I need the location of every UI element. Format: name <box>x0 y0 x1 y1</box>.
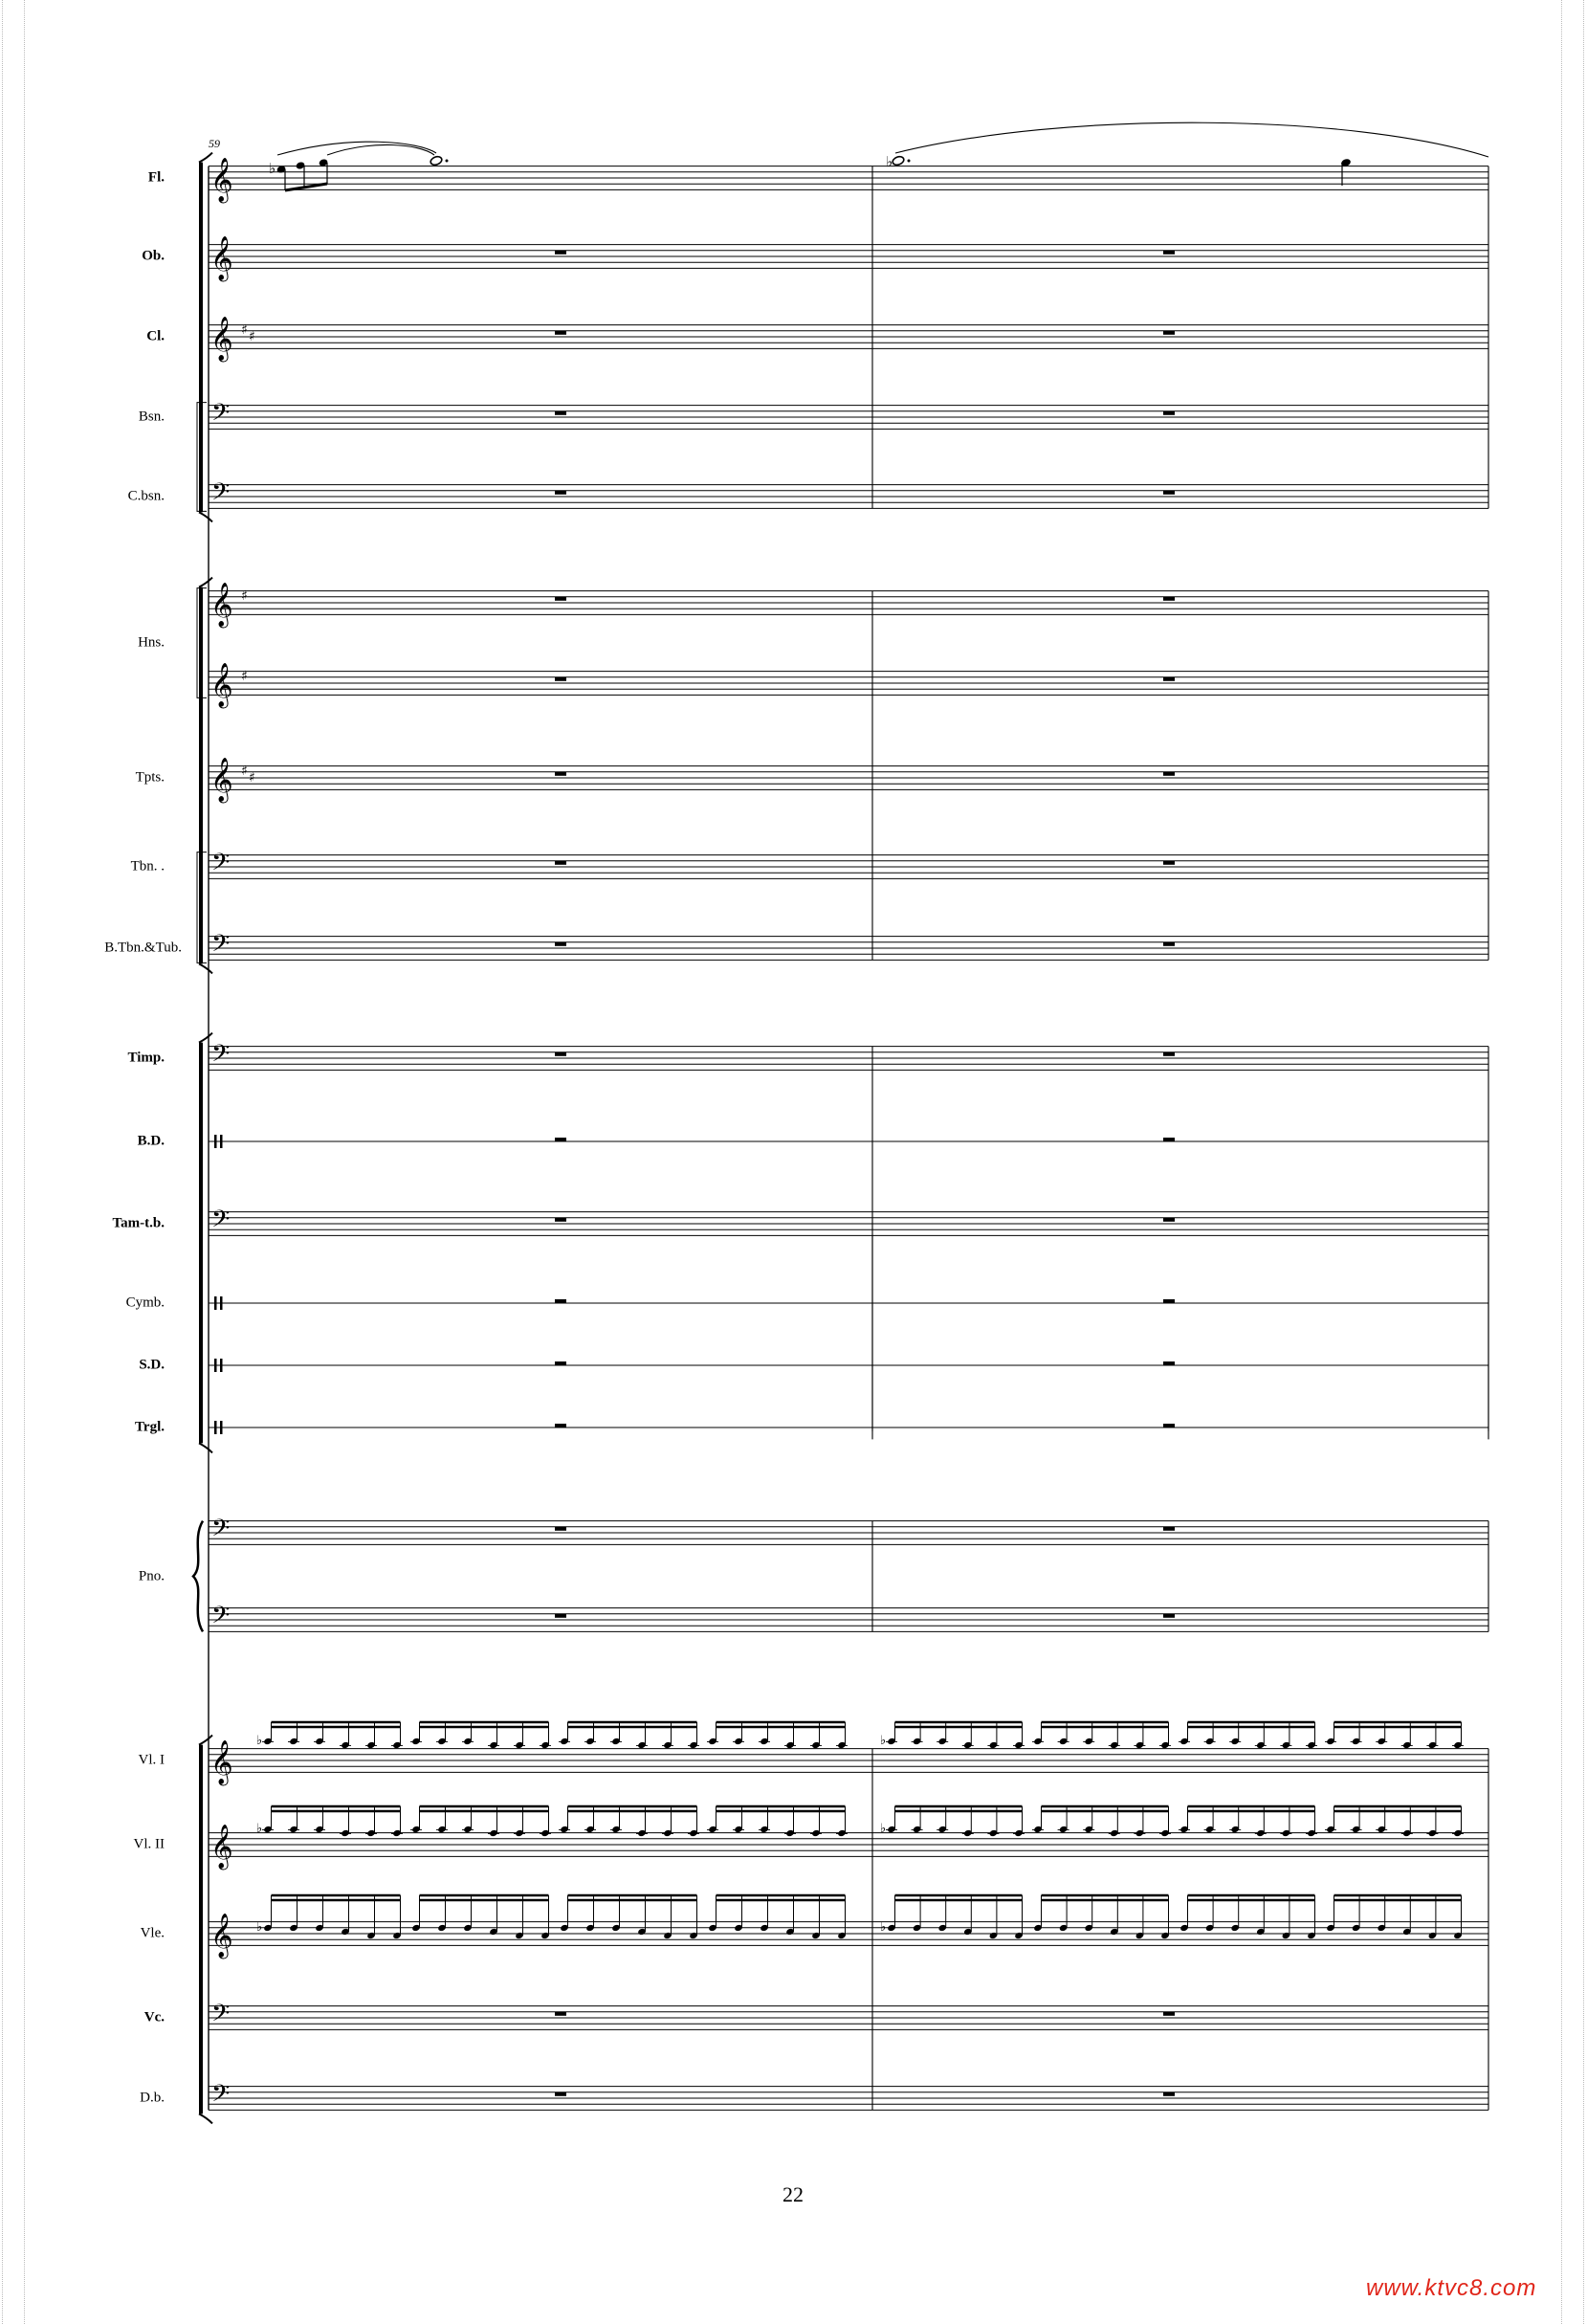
instrument-label-pno1: Pno. <box>138 1568 165 1583</box>
whole-rest-icon <box>1163 942 1175 946</box>
whole-rest-icon <box>1163 1527 1175 1531</box>
page-number: 22 <box>782 2182 804 2206</box>
staff-vl2 <box>209 1806 1488 1870</box>
instrument-label-bd: B.D. <box>137 1133 165 1149</box>
whole-rest-icon <box>1163 251 1175 255</box>
whole-rest-icon <box>1163 331 1175 335</box>
site-watermark: www.ktvc8.com <box>1366 2275 1537 2301</box>
bass-clef-icon: 𝄢 <box>211 399 231 432</box>
sixteenth-group <box>708 1895 847 1939</box>
staff-tpt <box>209 758 1488 804</box>
staff-db <box>209 2080 1488 2114</box>
treble-clef-icon: 𝄞 <box>210 158 233 202</box>
bass-clef-icon: 𝄢 <box>211 1515 231 1548</box>
whole-rest-icon <box>555 331 566 335</box>
instrument-label-fl: Fl. <box>147 169 165 186</box>
whole-rest-icon <box>1163 1361 1175 1365</box>
staff-cl <box>209 317 1488 363</box>
whole-rest-icon <box>555 411 566 415</box>
staff-timp <box>209 1040 1488 1073</box>
bass-clef-icon: 𝄢 <box>211 849 231 882</box>
whole-rest-icon <box>555 861 566 865</box>
instrument-label-trgl: Trgl. <box>135 1419 165 1435</box>
treble-clef-icon: 𝄞 <box>210 1740 233 1784</box>
whole-rest-icon <box>1163 2092 1175 2096</box>
flat-icon: ♭ <box>880 1734 887 1748</box>
sixteenth-group <box>1326 1895 1463 1939</box>
whole-rest-icon <box>1163 2012 1175 2016</box>
instrument-label-db: D.b. <box>140 2090 165 2106</box>
treble-clef-icon: 𝄞 <box>210 1825 233 1869</box>
instrument-label-tamtb: Tam-t.b. <box>112 1215 165 1231</box>
whole-rest-icon <box>1163 1614 1175 1618</box>
whole-rest-icon <box>555 1614 566 1618</box>
treble-clef-icon: 𝄞 <box>210 583 233 627</box>
whole-rest-icon <box>555 597 566 601</box>
sharp-icon: ♯ <box>241 669 248 684</box>
whole-rest-icon <box>555 1361 566 1365</box>
perc-clef-icon <box>214 1135 217 1148</box>
whole-rest-icon <box>555 1052 566 1056</box>
whole-rest-icon <box>555 2012 566 2016</box>
whole-rest-icon <box>1163 772 1175 776</box>
staff-btbn <box>209 930 1488 963</box>
staff-hn2 <box>209 663 1488 709</box>
perc-clef-icon <box>214 1421 217 1434</box>
flat-icon: ♭ <box>886 153 893 170</box>
staff-vle <box>209 1895 1488 1959</box>
instrument-label-ob: Ob. <box>142 248 165 264</box>
bass-clef-icon: 𝄢 <box>211 1206 231 1239</box>
whole-rest-icon <box>555 1424 566 1428</box>
sixteenth-group <box>559 1722 699 1749</box>
bass-clef-icon: 𝄢 <box>211 930 231 963</box>
instrument-label-btbn: B.Tbn.&Tub. <box>104 940 182 956</box>
sixteenth-group <box>411 1895 550 1939</box>
treble-clef-icon: 𝄞 <box>210 663 233 707</box>
staff-vl1 <box>209 1722 1488 1786</box>
instrument-label-sd: S.D. <box>139 1357 165 1373</box>
whole-rest-icon <box>1163 411 1175 415</box>
whole-rest-icon <box>1163 1052 1175 1056</box>
instrument-label-hn1: Hns. <box>138 634 165 651</box>
treble-clef-icon: 𝄞 <box>210 317 233 361</box>
flat-icon: ♭ <box>880 1920 887 1935</box>
instrument-label-cymb: Cymb. <box>125 1295 165 1311</box>
whole-rest-icon <box>555 2092 566 2096</box>
measure-number: 59 <box>209 137 220 150</box>
staff-trgl <box>209 1421 1488 1434</box>
staff-bd <box>209 1135 1488 1148</box>
whole-rest-icon <box>555 772 566 776</box>
treble-clef-icon: 𝄞 <box>210 1914 233 1958</box>
staff-hn1 <box>209 583 1488 629</box>
instrument-label-tbn: Tbn. . <box>130 858 165 874</box>
sixteenth-group <box>707 1722 848 1749</box>
instrument-label-cbsn: C.bsn. <box>127 488 165 504</box>
treble-clef-icon: 𝄞 <box>210 758 233 802</box>
whole-rest-icon <box>1163 491 1175 495</box>
sixteenth-group <box>880 1895 1024 1939</box>
staff-sd <box>209 1359 1488 1372</box>
whole-rest-icon <box>555 251 566 255</box>
whole-rest-icon <box>1163 1138 1175 1141</box>
flat-icon: ♭ <box>256 1920 263 1935</box>
staff-cbsn <box>209 478 1488 512</box>
bass-clef-icon: 𝄢 <box>211 1040 231 1073</box>
instrument-label-bsn: Bsn. <box>138 409 165 425</box>
sixteenth-group <box>1179 1895 1316 1939</box>
whole-rest-icon <box>1163 861 1175 865</box>
instrument-label-cl: Cl. <box>146 328 165 344</box>
whole-rest-icon <box>555 491 566 495</box>
sixteenth-group <box>256 1895 402 1939</box>
instrument-label-vle: Vle. <box>140 1925 165 1941</box>
sharp-icon: ♯ <box>241 588 248 604</box>
bass-clef-icon: 𝄢 <box>211 1602 231 1635</box>
flat-icon: ♭ <box>256 1822 263 1836</box>
sharp-icon: ♯ <box>241 322 248 338</box>
staff-ob <box>209 236 1488 282</box>
sixteenth-group <box>880 1722 1025 1749</box>
flat-icon: ♭ <box>880 1822 887 1836</box>
whole-rest-icon <box>555 1218 566 1222</box>
whole-rest-icon <box>555 942 566 946</box>
sixteenth-group <box>560 1895 698 1939</box>
piano-brace-icon <box>193 1521 203 1632</box>
sixteenth-group <box>1325 1722 1464 1749</box>
flat-icon: ♭ <box>269 160 276 177</box>
staff-vc <box>209 2000 1488 2033</box>
staff-tbn <box>209 849 1488 882</box>
sixteenth-group <box>1179 1722 1317 1749</box>
staff-bsn <box>209 399 1488 432</box>
sharp-icon: ♯ <box>249 770 255 786</box>
instrument-label-vc: Vc. <box>143 2009 165 2025</box>
sixteenth-group <box>410 1722 551 1749</box>
sixteenth-group <box>1032 1722 1171 1749</box>
sixteenth-group <box>1033 1895 1170 1939</box>
bass-clef-icon: 𝄢 <box>211 478 231 512</box>
bass-clef-icon: 𝄢 <box>211 2080 231 2114</box>
whole-rest-icon <box>555 1138 566 1141</box>
staff-cymb <box>209 1296 1488 1310</box>
whole-rest-icon <box>555 1527 566 1531</box>
bass-clef-icon: 𝄢 <box>211 2000 231 2033</box>
whole-rest-icon <box>1163 1424 1175 1428</box>
sharp-icon: ♯ <box>249 329 255 344</box>
flat-icon: ♭ <box>256 1734 263 1748</box>
treble-clef-icon: 𝄞 <box>210 236 233 280</box>
sharp-icon: ♯ <box>241 764 248 779</box>
whole-rest-icon <box>1163 1218 1175 1222</box>
instrument-label-vl1: Vl. I <box>138 1752 165 1768</box>
whole-rest-icon <box>1163 597 1175 601</box>
staff-pno2 <box>209 1602 1488 1635</box>
staff-pno1 <box>209 1515 1488 1548</box>
instrument-label-timp: Timp. <box>127 1050 165 1066</box>
perc-clef-icon <box>214 1296 217 1310</box>
whole-rest-icon <box>555 1299 566 1303</box>
whole-rest-icon <box>555 677 566 681</box>
instrument-label-vl2: Vl. II <box>133 1836 165 1852</box>
instrument-label-tpt: Tpts. <box>135 769 165 786</box>
staff-tamtb <box>209 1206 1488 1239</box>
staff-fl <box>209 122 1488 204</box>
perc-clef-icon <box>214 1359 217 1372</box>
sixteenth-group <box>256 1722 403 1749</box>
whole-rest-icon <box>1163 677 1175 681</box>
whole-rest-icon <box>1163 1299 1175 1303</box>
